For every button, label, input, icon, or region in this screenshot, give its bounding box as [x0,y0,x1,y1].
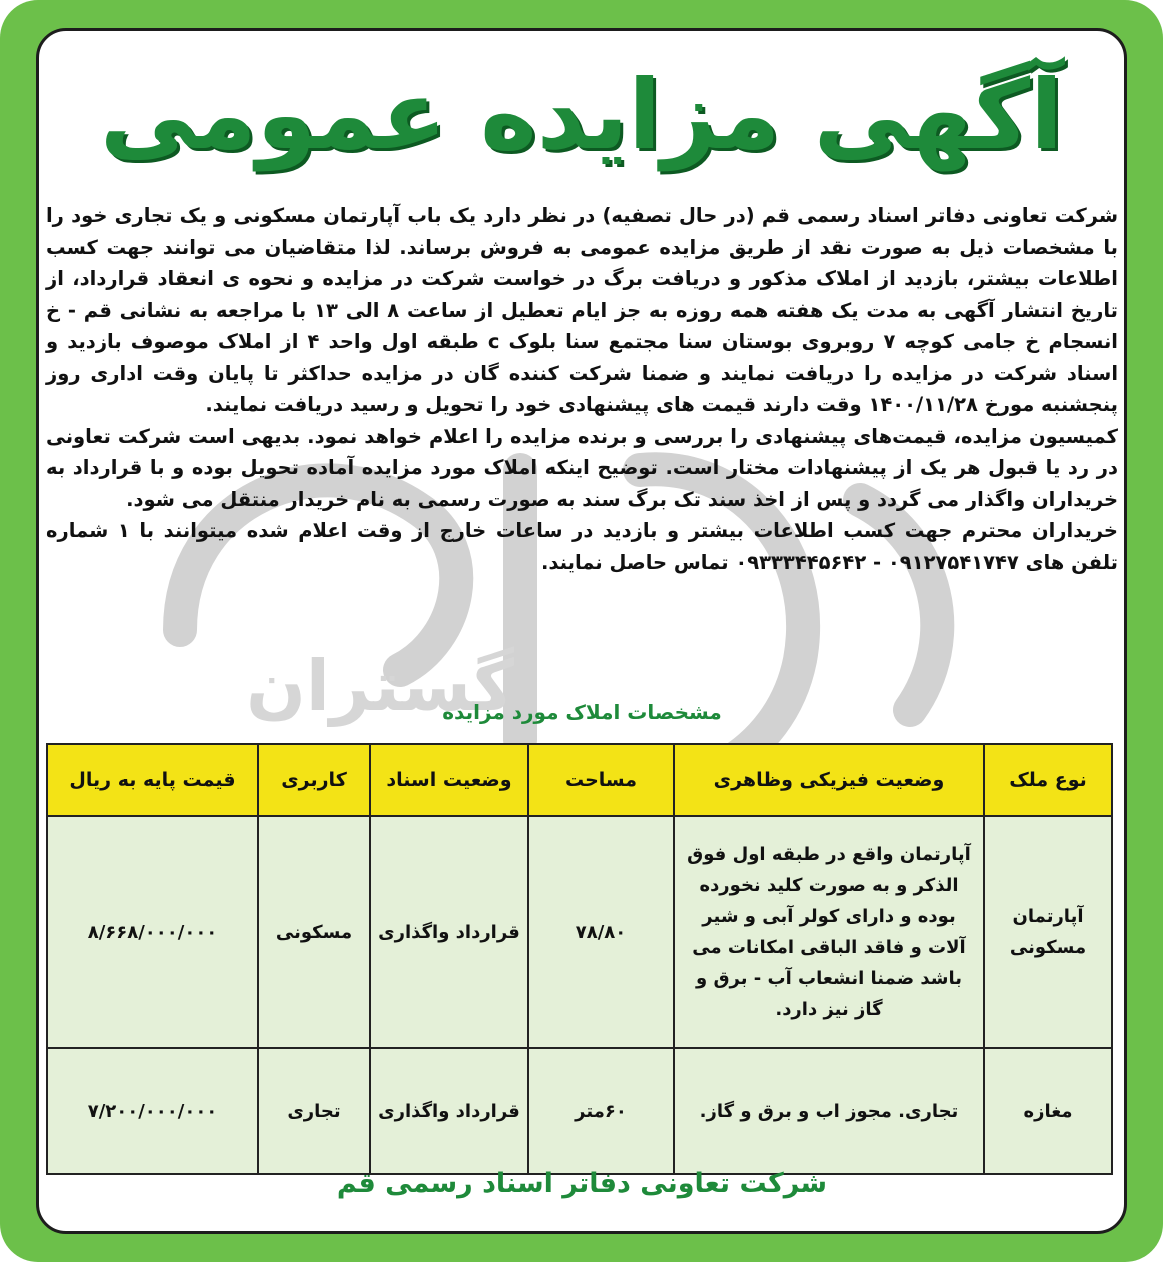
table-header-row [47,744,1112,816]
header-area: مساحت [528,744,674,816]
cell-physical-condition: تجاری. مجوز اب و برق و گاز. [674,1048,984,1174]
cell-base-price: ۸/۶۶۸/۰۰۰/۰۰۰ [47,816,258,1048]
cell-document-status: قرارداد واگذاری [370,816,528,1048]
paragraph-intro: شرکت تعاونی دفاتر اسناد رسمی قم (در حال تصفیه) در نظر دارد یک باب آپارتمان مسکونی و یک تجاری خود را با مشخصات ذیل به صورت نقد از طریق مزایده عمومی به فروش برساند. لذا متقاضیان می توانند جهت کسب اطلاعات بیشتر، بازدید از املاک مذکور و دریافت برگ در خواست شرکت در مزایده و نحوه ی انعقاد قرارداد، از تاریخ انتشار آگهی به مدت یک هفته همه روزه به جز ایام تعطیل از ساعت ۸ الی ۱۳ با مراجعه به نشانی قم - خ انسجام خ جامی کوچه ۷ روبروی بوستان سنا مجتمع سنا بلوک c طبقه اول واحد ۴ از املاک موصوف بازدید و اسناد شرکت در مزایده را دریافت نمایند و ضمنا شرکت کننده گان در مزایده حداکثر تا پایان وقت اداری روز پنجشنبه مورخ ۱۴۰۰/۱۱/۲۸ وقت دارند قیمت های پیشنهادی خود را تحویل و رسید دریافت نمایند. [46,204,1118,416]
watermark-text: گستران [246,645,514,727]
properties-table [46,743,1113,1175]
footer-signature: شرکت تعاونی دفاتر اسناد رسمی قم [336,1168,828,1199]
paragraph-contact: خریداران محترم جهت کسب اطلاعات بیشتر و بازدید در ساعات خارج از وقت اعلام شده میتوانند با ۱ شماره تلفن های ۰۹۱۲۷۵۴۱۷۴۷ - ۰۹۳۳۳۴۴۵۶۴۲ تماس حاصل نمایند. [46,519,1118,574]
cell-base-price: ۷/۲۰۰/۰۰۰/۰۰۰ [47,1048,258,1174]
cell-usage: مسکونی [258,816,370,1048]
header-physical-condition: وضعیت فیزیکی وظاهری [674,744,984,816]
cell-area: ۷۸/۸۰ [528,816,674,1048]
header-document-status: وضعیت اسناد [370,744,528,816]
table-title: مشخصات املاک مورد مزایده [442,700,722,724]
header-base-price: قیمت پایه به ریال [47,744,258,816]
cell-physical-condition: آپارتمان واقع در طبقه اول فوق الذکر و به صورت کلید نخورده بوده و دارای کولر آبی و شیر آلات و فاقد الباقی امکانات می باشد ضمنا انشعاب آب - برق و گاز نیز دارد. [674,816,984,1048]
cell-usage: تجاری [258,1048,370,1174]
paragraph-commission: کمیسیون مزایده، قیمت‌های پیشنهادی را بررسی و برنده مزایده را اعلام خواهد نمود. بدیهی است شرکت تعاونی در رد یا قبول هر یک از پیشنهادات مختار است. توضیح اینکه املاک مورد مزایده آماده تحویل بوده و با قرارداد به خریداران واگذار می گردد و پس از اخذ سند تک برگ سند به صورت رسمی به نام خریدار منتقل می شود. [46,424,1118,511]
cell-property-type: آپارتمان مسکونی [984,816,1112,1048]
header-property-type: نوع ملک [984,744,1112,816]
table-row [47,1048,1112,1174]
notice-body [46,200,1118,578]
page-title: آگهی مزایده عمومی [100,59,1063,171]
cell-document-status: قرارداد واگذاری [370,1048,528,1174]
table-row [47,816,1112,1048]
cell-property-type: مغازه [984,1048,1112,1174]
cell-area: ۶۰متر [528,1048,674,1174]
header-usage: کاربری [258,744,370,816]
